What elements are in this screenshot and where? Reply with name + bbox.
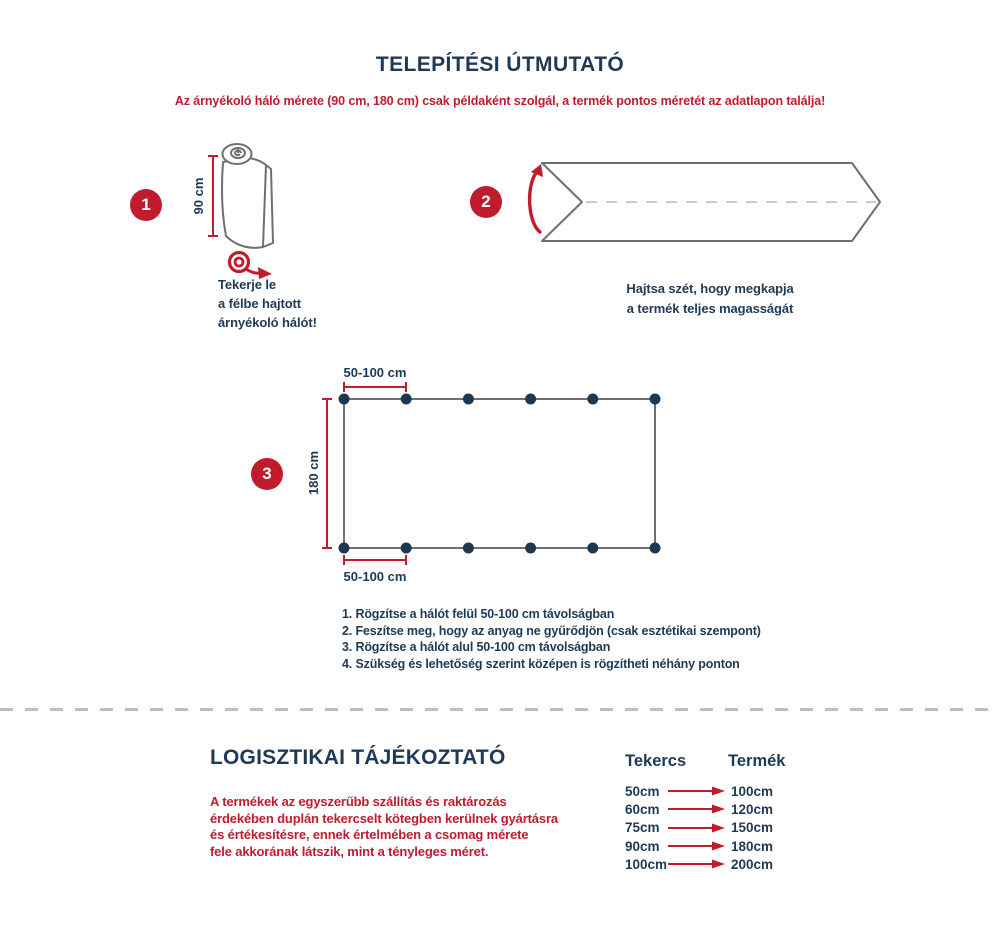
fixing-dot bbox=[650, 543, 661, 554]
fixing-dot bbox=[463, 394, 474, 405]
size-table-body bbox=[625, 782, 825, 873]
folded-net-icon bbox=[542, 163, 880, 241]
table-row bbox=[625, 837, 825, 855]
roll-size: 50cm bbox=[625, 783, 660, 799]
step3-badge: 3 bbox=[251, 458, 283, 490]
table-row bbox=[625, 782, 825, 800]
dimension-label-top: 50-100 cm bbox=[343, 365, 407, 380]
product-size: 150cm bbox=[731, 820, 774, 836]
logistics-description-line: érdekében duplán tekercselt kötegben kerülnek gyártásra bbox=[210, 810, 558, 826]
product-size: 100cm bbox=[731, 783, 774, 799]
fixing-dot bbox=[401, 394, 412, 405]
instruction-list bbox=[342, 606, 761, 672]
size-warning-text: Az árnyékoló háló mérete (90 cm, 180 cm) csak példaként szolgál, a termék pontos méretét az adatlapon találja! bbox=[174, 94, 826, 108]
arrow-right-icon bbox=[668, 804, 725, 814]
arrow-right-icon bbox=[668, 859, 725, 869]
dimension-line-top bbox=[344, 382, 406, 392]
size-conversion-table bbox=[625, 752, 825, 873]
step2-caption-line: Hajtsa szét, hogy megkapja bbox=[626, 281, 794, 296]
dimension-label-left: 180 cm bbox=[306, 450, 321, 496]
logistics-title: LOGISZTIKAI TÁJÉKOZTATÓ bbox=[210, 746, 506, 769]
roll-size: 60cm bbox=[625, 801, 660, 817]
logistics-description-line: és értékesítésre, ennek értelmében a csomag mérete bbox=[210, 827, 529, 843]
product-size: 120cm bbox=[731, 801, 774, 817]
instruction-item: 2. Feszítse meg, hogy az anyag ne gyűrődjön (csak esztétikai szempont) bbox=[342, 623, 761, 638]
table-row bbox=[625, 819, 825, 837]
fixing-dot bbox=[587, 394, 598, 405]
logistics-description bbox=[210, 794, 558, 860]
size-table-header bbox=[625, 752, 825, 771]
step2-caption-line: a termék teljes magasságát bbox=[626, 300, 794, 316]
step1-badge: 1 bbox=[130, 189, 162, 221]
arrow-right-icon bbox=[668, 786, 725, 796]
instruction-item: 3. Rögzítse a hálót alul 50-100 cm távolságban bbox=[342, 640, 611, 654]
step1-caption bbox=[218, 275, 317, 332]
net-outline bbox=[344, 399, 655, 548]
fixing-dot bbox=[525, 543, 536, 554]
step1-caption-line: árnyékoló hálót! bbox=[218, 315, 317, 330]
step3-fixing-diagram bbox=[300, 360, 680, 595]
header-product: Termék bbox=[728, 752, 786, 770]
dimension-line-bottom bbox=[344, 555, 406, 565]
page-title: TELEPÍTÉSI ÚTMUTATÓ bbox=[375, 53, 625, 76]
instruction-item: 4. Szükség és lehetőség szerint középen is rögzítheti néhány ponton bbox=[342, 656, 740, 671]
instruction-item: 1. Rögzítse a hálót felül 50-100 cm távolságban bbox=[342, 607, 615, 621]
table-row bbox=[625, 800, 825, 818]
rolled-net-icon bbox=[222, 144, 273, 248]
step2-caption bbox=[555, 279, 865, 318]
logistics-description-line: A termékek az egyszerűbb szállítás és raktározás bbox=[210, 794, 507, 809]
section-divider bbox=[0, 708, 1000, 711]
roll-size: 75cm bbox=[625, 820, 660, 836]
fixing-dot bbox=[339, 394, 350, 405]
roll-size: 90cm bbox=[625, 838, 660, 854]
dimension-line-90cm bbox=[208, 156, 218, 236]
step1-caption-line: a félbe hajtott bbox=[218, 296, 302, 311]
fixing-dot bbox=[339, 543, 350, 554]
logistics-description-line: fele akkorának látszik, mint a tényleges méret. bbox=[210, 843, 489, 859]
fixing-dot bbox=[650, 394, 661, 405]
fixing-dot bbox=[463, 543, 474, 554]
roll-size: 100cm bbox=[625, 856, 668, 872]
fixing-dot bbox=[525, 394, 536, 405]
step1-roll-diagram bbox=[185, 135, 290, 285]
step2-unfold-diagram bbox=[520, 155, 890, 250]
step2-badge: 2 bbox=[470, 186, 502, 218]
product-size: 180cm bbox=[731, 838, 774, 854]
product-size: 200cm bbox=[731, 856, 774, 872]
header-roll: Tekercs bbox=[625, 752, 687, 770]
arrow-right-icon bbox=[668, 841, 725, 851]
dimension-line-left bbox=[322, 399, 332, 548]
dimension-label-bottom: 50-100 cm bbox=[343, 569, 407, 584]
unfold-arrow-icon bbox=[530, 164, 543, 232]
fixing-dot bbox=[587, 543, 598, 554]
fixing-dot bbox=[401, 543, 412, 554]
table-row bbox=[625, 855, 825, 873]
arrow-right-icon bbox=[668, 823, 725, 833]
dimension-label-90cm: 90 cm bbox=[191, 177, 206, 215]
step1-caption-line: Tekerje le bbox=[218, 277, 277, 292]
